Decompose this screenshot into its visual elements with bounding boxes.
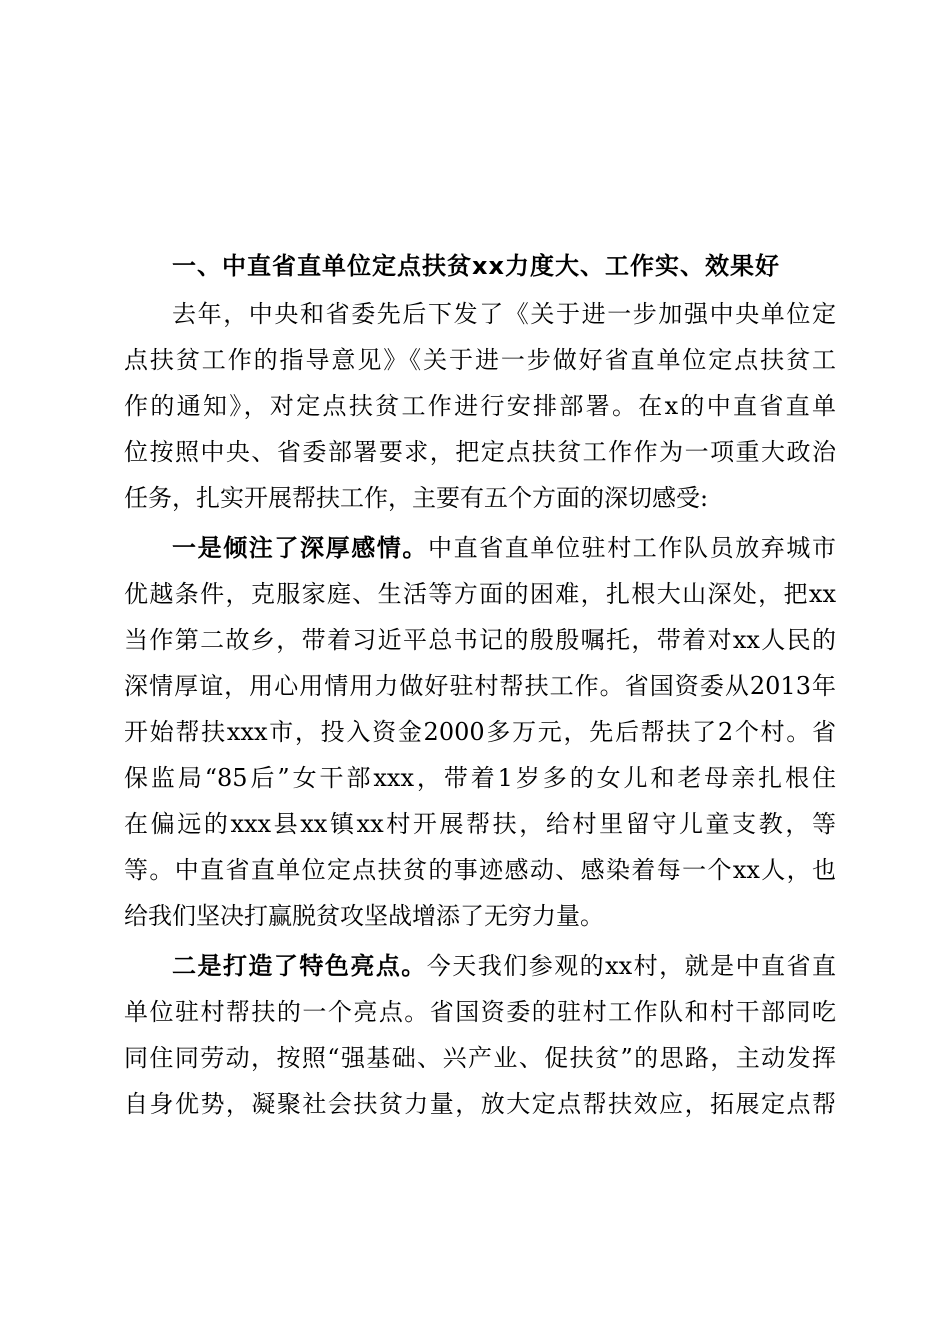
paragraph-line: 等。中直省直单位定点扶贫的事迹感动、感染着每一个xx人，也 xyxy=(124,856,836,884)
paragraph-lead: 一是倾注了深厚感情。 xyxy=(172,534,428,562)
paragraph-line: 同住同劳动，按照“强基础、兴产业、促扶贫”的思路，主动发挥 xyxy=(124,1044,836,1072)
paragraph-line: 单位驻村帮扶的一个亮点。省国资委的驻村工作队和村干部同吃 xyxy=(124,998,836,1026)
paragraph-line: 自身优势，凝聚社会扶贫力量，放大定点帮扶效应，拓展定点帮 xyxy=(124,1090,836,1118)
paragraph-first-line xyxy=(172,944,836,988)
section-heading: 一、中直省直单位定点扶贫xx力度大、工作实、效果好 xyxy=(172,252,780,280)
paragraph-line: 开始帮扶xxx市，投入资金2000多万元，先后帮扶了2个村。省 xyxy=(124,718,836,746)
paragraph-first-line xyxy=(172,526,836,570)
paragraph-line: 给我们坚决打赢脱贫攻坚战增添了无穷力量。 xyxy=(124,902,604,930)
paragraph-line: 当作第二故乡，带着习近平总书记的殷殷嘱托，带着对xx人民的 xyxy=(124,626,836,654)
paragraph-line: 在偏远的xxx县xx镇xx村开展帮扶，给村里留守儿童支教，等 xyxy=(124,810,836,838)
paragraph-text: 今天我们参观的xx村，就是中直省直 xyxy=(426,952,837,980)
paragraph-line: 深情厚谊，用心用情用力做好驻村帮扶工作。省国资委从2013年 xyxy=(124,672,836,700)
paragraph-line: 优越条件，克服家庭、生活等方面的困难，扎根大山深处，把xx xyxy=(124,580,836,608)
paragraph-line: 保监局“85后”女干部xxx，带着1岁多的女儿和老母亲扎根住 xyxy=(124,764,836,792)
paragraph-line: 位按照中央、省委部署要求，把定点扶贫工作作为一项重大政治 xyxy=(124,438,836,466)
paragraph-line: 点扶贫工作的指导意见》《关于进一步做好省直单位定点扶贫工 xyxy=(124,346,836,374)
paragraph-line: 作的通知》，对定点扶贫工作进行安排部署。在x的中直省直单 xyxy=(124,392,836,420)
paragraph-line: 任务，扎实开展帮扶工作，主要有五个方面的深切感受: xyxy=(124,484,709,512)
paragraph-line: 去年，中央和省委先后下发了《关于进一步加强中央单位定 xyxy=(172,300,836,328)
paragraph-lead: 二是打造了特色亮点。 xyxy=(172,952,427,980)
paragraph-text: 中直省直单位驻村工作队员放弃城市 xyxy=(428,534,836,562)
